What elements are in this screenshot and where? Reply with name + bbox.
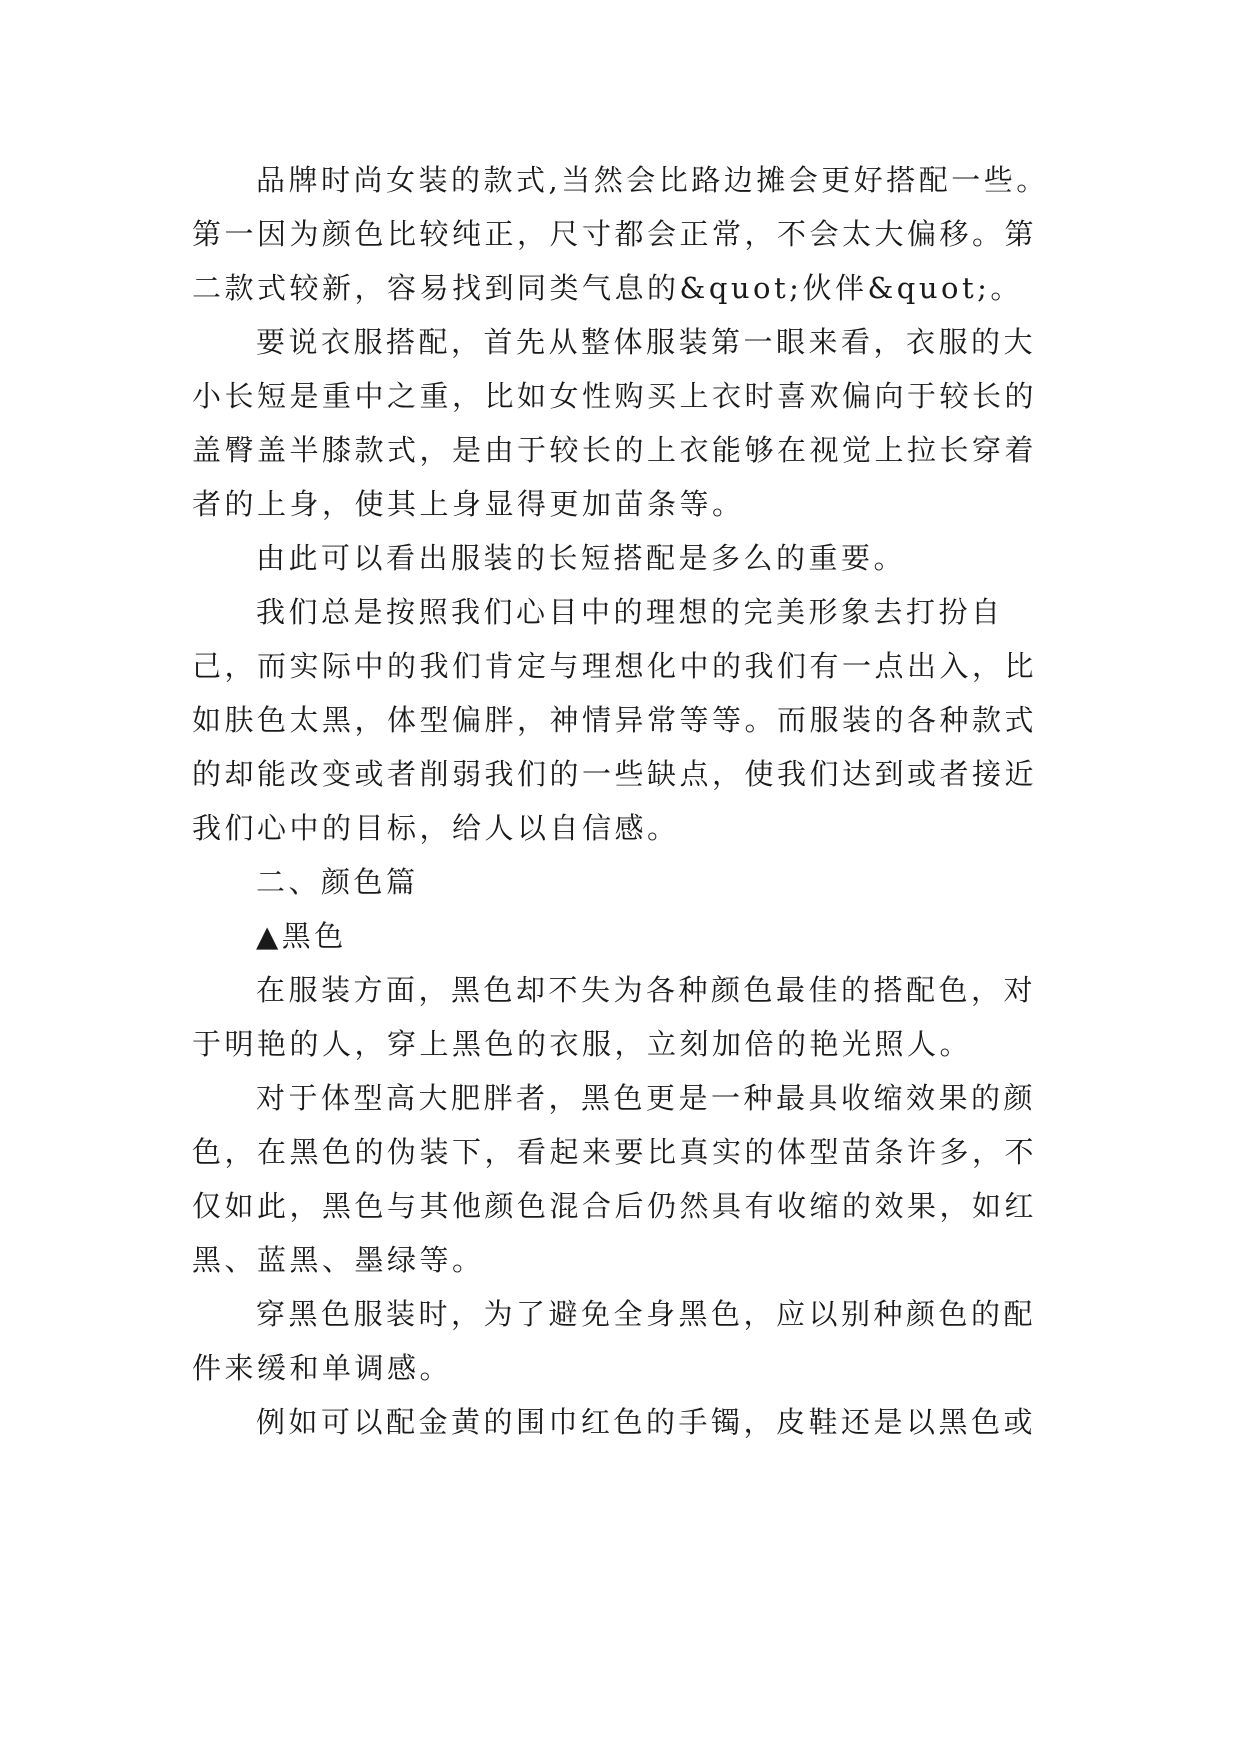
paragraph-line: 盖臀盖半膝款式，是由于较长的上衣能够在视觉上拉长穿着 xyxy=(192,433,1038,467)
paragraph-line: 我们心中的目标，给人以自信感。 xyxy=(192,811,680,845)
subsection-heading: ▲黑色 xyxy=(256,919,347,953)
paragraph-line: 小长短是重中之重，比如女性购买上衣时喜欢偏向于较长的 xyxy=(192,379,1038,413)
paragraph-line: 件来缓和单调感。 xyxy=(192,1351,453,1385)
section-heading: 二、颜色篇 xyxy=(256,865,419,899)
paragraph-line: 黑、蓝黑、墨绿等。 xyxy=(192,1243,485,1277)
paragraph-line: 在服装方面，黑色却不失为各种颜色最佳的搭配色，对 xyxy=(256,973,1037,1007)
paragraph-line: 对于体型高大肥胖者，黑色更是一种最具收缩效果的颜 xyxy=(256,1081,1037,1115)
paragraph-line: 的却能改变或者削弱我们的一些缺点，使我们达到或者接近 xyxy=(192,757,1038,791)
paragraph-line: 仅如此，黑色与其他颜色混合后仍然具有收缩的效果，如红 xyxy=(192,1189,1038,1223)
paragraph-line: 己，而实际中的我们肯定与理想化中的我们有一点出入，比 xyxy=(192,649,1038,683)
paragraph-line: 色，在黑色的伪装下，看起来要比真实的体型苗条许多，不 xyxy=(192,1135,1038,1169)
paragraph-line: 二款式较新，容易找到同类气息的&quot;伙伴&quot;。 xyxy=(192,271,1023,305)
paragraph-line: 例如可以配金黄的围巾红色的手镯，皮鞋还是以黑色或 xyxy=(256,1405,1037,1439)
paragraph-line: 我们总是按照我们心目中的理想的完美形象去打扮自 xyxy=(256,595,1004,629)
paragraph-line: 穿黑色服装时，为了避免全身黑色，应以别种颜色的配 xyxy=(256,1297,1037,1331)
paragraph-line: 第一因为颜色比较纯正，尺寸都会正常，不会太大偏移。第 xyxy=(192,217,1038,251)
paragraph-line: 由此可以看出服装的长短搭配是多么的重要。 xyxy=(256,541,907,575)
paragraph-line: 如肤色太黑，体型偏胖，神情异常等等。而服装的各种款式 xyxy=(192,703,1038,737)
paragraph-line: 品牌时尚女装的款式,当然会比路边摊会更好搭配一些。 xyxy=(256,163,1049,197)
paragraph-line: 于明艳的人，穿上黑色的衣服，立刻加倍的艳光照人。 xyxy=(192,1027,973,1061)
paragraph-line: 者的上身，使其上身显得更加苗条等。 xyxy=(192,487,745,521)
paragraph-line: 要说衣服搭配，首先从整体服装第一眼来看，衣服的大 xyxy=(256,325,1037,359)
